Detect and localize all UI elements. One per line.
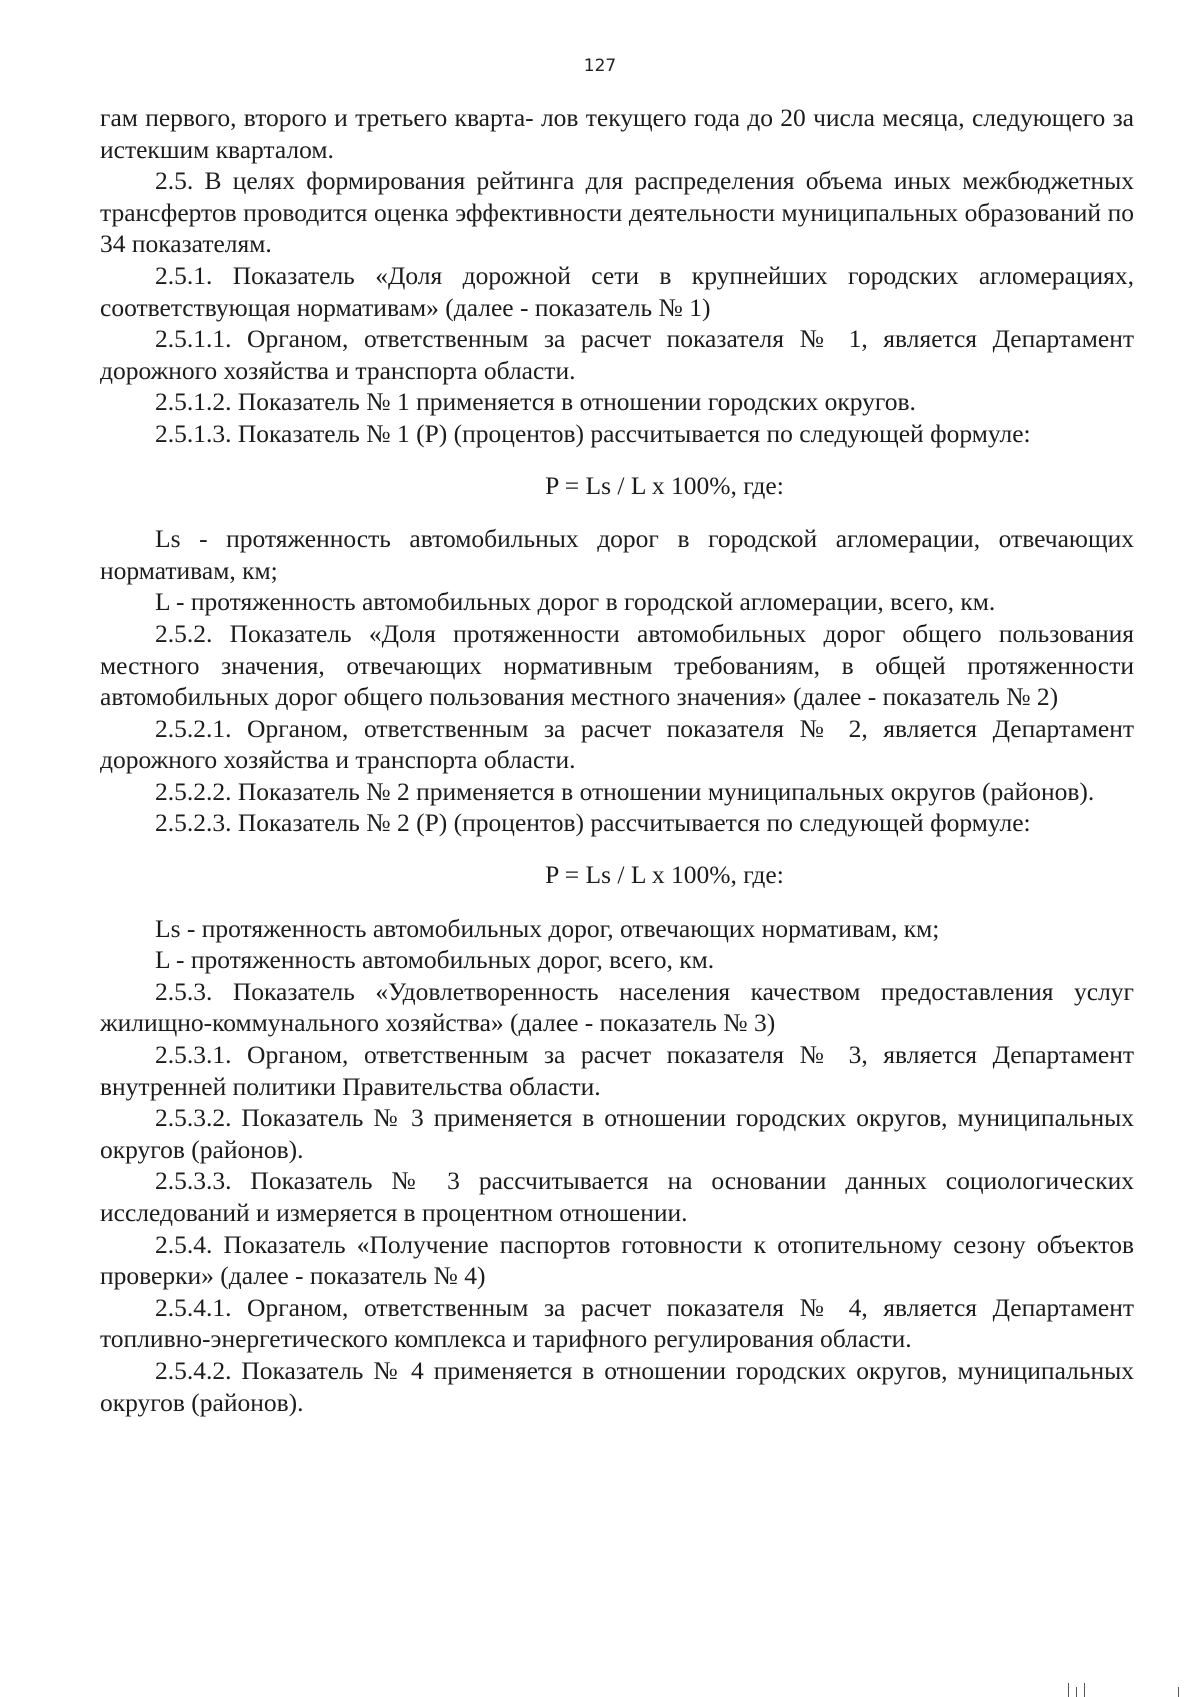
- paragraph: 2.5.2. Показатель «Доля протяженности автомобильных дорог общего пользования местного значения, отвечающих нормативным требованиям, в общей протяженности автомобильных дорог общего пользования местного значения» (далее - показатель № 2): [100, 618, 1134, 712]
- paragraph: 2.5.2.3. Показатель № 2 (Р) (процентов) рассчитывается по следующей формуле:: [155, 808, 1031, 838]
- scan-artifact-mark: [1068, 1683, 1069, 1697]
- paragraph: 2.5.2.1. Органом, ответственным за расчет показателя № 2, является Департамент дорожного хозяйства и транспорта области.: [100, 713, 1134, 775]
- formula: P = Ls / L x 100%, где:: [545, 470, 784, 500]
- paragraph: 2.5. В целях формирования рейтинга для распределения объема иных межбюджетных трансфертов проводится оценка эффективности деятельности муниципальных образований по 34 показателям.: [100, 166, 1134, 259]
- paragraph: 2.5.1.1. Органом, ответственным за расчет показателя № 1, является Департамент дорожного хозяйства и транспорта области.: [100, 324, 1134, 385]
- paragraph: L - протяженность автомобильных дорог, всего, км.: [155, 945, 715, 975]
- document-body: [100, 102, 1134, 1418]
- paragraph: 2.5.1.2. Показатель № 1 применяется в отношении городских округов.: [155, 387, 916, 417]
- paragraph: 2.5.1.3. Показатель № 1 (Р) (процентов) рассчитывается по следующей формуле:: [155, 418, 1031, 448]
- scan-artifact-mark: [1178, 1687, 1179, 1697]
- paragraph: L - протяженность автомобильных дорог в городской агломерации, всего, км.: [155, 587, 996, 617]
- paragraph: 2.5.3.3. Показатель № 3 рассчитывается на основании данных социологических исследований и измеряется в процентном отношении.: [100, 1166, 1134, 1227]
- page-number: 127: [583, 56, 617, 76]
- paragraph: гам первого, второго и третьего кварта- лов текущего года до 20 числа месяца, следующего за истекшим кварталом.: [100, 103, 1134, 164]
- paragraph: 2.5.2.2. Показатель № 2 применяется в отношении муниципальных округов (районов).: [155, 776, 1095, 806]
- paragraph: 2.5.4.1. Органом, ответственным за расчет показателя № 4, является Департамент топливно-энергетического комплекса и тарифного регулирования области.: [100, 1292, 1134, 1354]
- paragraph: 2.5.3.2. Показатель № 3 применяется в отношении городских округов, муниципальных округов (районов).: [100, 1103, 1134, 1164]
- paragraph: 2.5.3. Показатель «Удовлетворенность населения качеством предоставления услуг жилищно-коммунального хозяйства» (далее - показатель № 3): [100, 976, 1134, 1038]
- formula: P = Ls / L x 100%, где:: [545, 860, 784, 890]
- paragraph: 2.5.4.2. Показатель № 4 применяется в отношении городских округов, муниципальных округов (районов).: [100, 1355, 1134, 1417]
- paragraph: 2.5.1. Показатель «Доля дорожной сети в крупнейших городских агломерациях, соответствующая нормативам» (далее - показатель № 1): [100, 260, 1134, 322]
- scan-artifact-mark: [1076, 1687, 1077, 1697]
- paragraph: 2.5.4. Показатель «Получение паспортов готовности к отопительному сезону объектов проверки» (далее - показатель № 4): [100, 1229, 1134, 1291]
- paragraph: 2.5.3.1. Органом, ответственным за расчет показателя № 3, является Департамент внутренней политики Правительства области.: [100, 1040, 1134, 1101]
- scan-artifact-mark: [1084, 1683, 1085, 1697]
- paragraph: Ls - протяженность автомобильных дорог, отвечающих нормативам, км;: [155, 913, 940, 943]
- paragraph: Ls - протяженность автомобильных дорог в городской агломерации, отвечающих нормативам, км;: [100, 524, 1134, 585]
